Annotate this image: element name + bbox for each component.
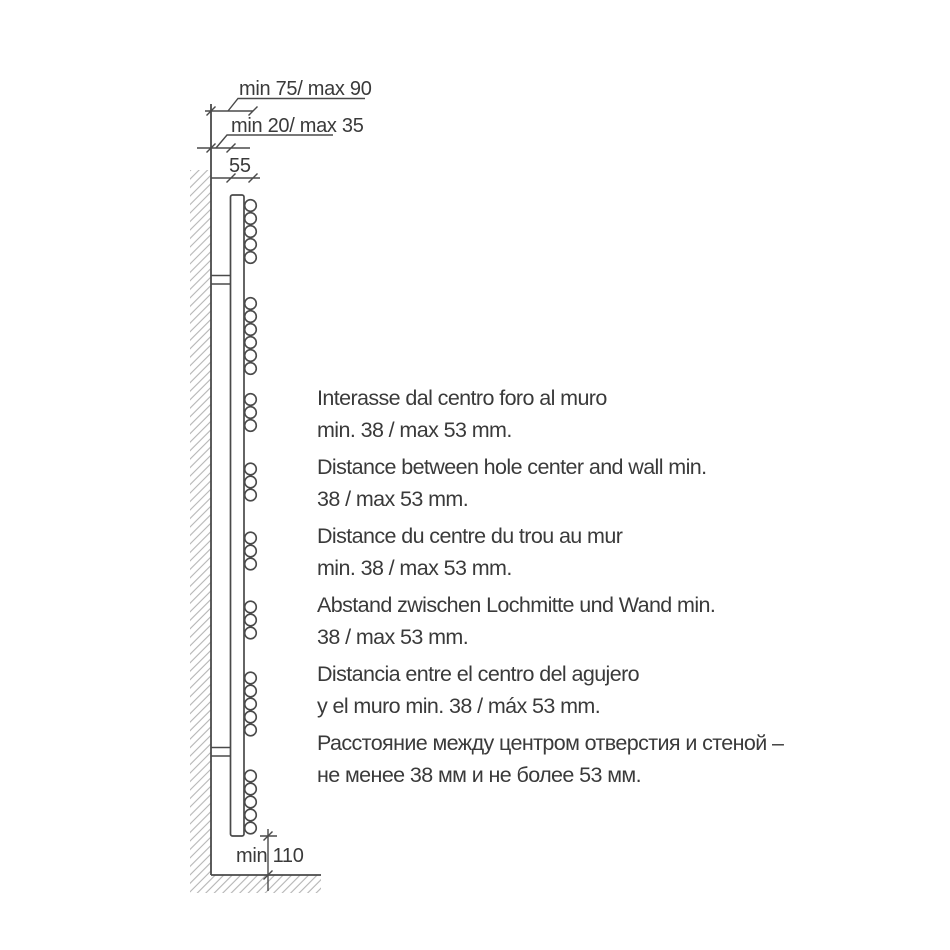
tube-circle: [245, 311, 257, 323]
note-line: min. 38 / max 53 mm.: [317, 556, 512, 580]
note-line: y el muro min. 38 / máx 53 mm.: [317, 694, 601, 718]
dimension-label-radiator-depth: 55: [229, 155, 251, 177]
note-line: Abstand zwischen Lochmitte und Wand min.: [317, 593, 716, 617]
note-line: Distancia entre el centro del agujero: [317, 662, 639, 686]
tube-circle: [245, 601, 257, 613]
mounting-bracket-lower: [211, 748, 231, 757]
dimension-label-wall-to-back: min 20/ max 35: [231, 115, 364, 137]
note-line: 38 / max 53 mm.: [317, 625, 469, 649]
tube-circle: [245, 324, 257, 336]
note-line: Interasse dal centro foro al muro: [317, 386, 607, 410]
tube-circle: [245, 698, 257, 710]
note-russian: [317, 727, 783, 791]
tube-circle: [245, 809, 257, 821]
tube-circle: [245, 614, 257, 626]
note-german: [317, 589, 783, 653]
tube-circle: [245, 252, 257, 264]
wall-hatch: [190, 170, 211, 893]
note-english: [317, 451, 783, 515]
tube-circle: [245, 685, 257, 697]
tube-circle: [245, 463, 257, 475]
tube-circle: [245, 724, 257, 736]
note-french: [317, 520, 783, 584]
tube-circle: [245, 337, 257, 349]
tube-circle: [245, 627, 257, 639]
radiator-tubes: [245, 200, 257, 834]
dimension-wall-to-back: [197, 135, 333, 153]
tube-circle: [245, 711, 257, 723]
tube-circle: [245, 363, 257, 375]
tube-circle: [245, 298, 257, 310]
note-line: Distance between hole center and wall min.: [317, 455, 707, 479]
note-line: Расстояние между центром отверстия и стеной –: [317, 731, 784, 755]
dimension-label-wall-to-front: min 75/ max 90: [239, 78, 372, 100]
mounting-bracket-upper: [211, 276, 231, 285]
dimension-wall-to-front: [205, 99, 365, 116]
radiator-body: [231, 195, 245, 836]
note-italian: [317, 382, 783, 446]
tube-circle: [245, 558, 257, 570]
tube-circle: [245, 226, 257, 238]
tube-circle: [245, 796, 257, 808]
tube-circle: [245, 213, 257, 225]
tube-circle: [245, 770, 257, 782]
tube-circle: [245, 532, 257, 544]
tube-circle: [245, 783, 257, 795]
tube-circle: [245, 672, 257, 684]
tube-circle: [245, 545, 257, 557]
tube-circle: [245, 394, 257, 406]
notes-block: [317, 382, 783, 796]
tube-circle: [245, 420, 257, 432]
tube-circle: [245, 350, 257, 362]
note-line: min. 38 / max 53 mm.: [317, 418, 512, 442]
tube-circle: [245, 239, 257, 251]
note-line: Distance du centre du trou au mur: [317, 524, 623, 548]
note-spanish: [317, 658, 783, 722]
tube-circle: [245, 822, 257, 834]
dimension-label-floor-clearance: min 110: [236, 845, 304, 867]
note-line: 38 / max 53 mm.: [317, 487, 469, 511]
note-line: не менее 38 мм и не более 53 мм.: [317, 763, 641, 787]
tube-circle: [245, 476, 257, 488]
tube-circle: [245, 200, 257, 212]
tube-circle: [245, 407, 257, 419]
tube-circle: [245, 489, 257, 501]
